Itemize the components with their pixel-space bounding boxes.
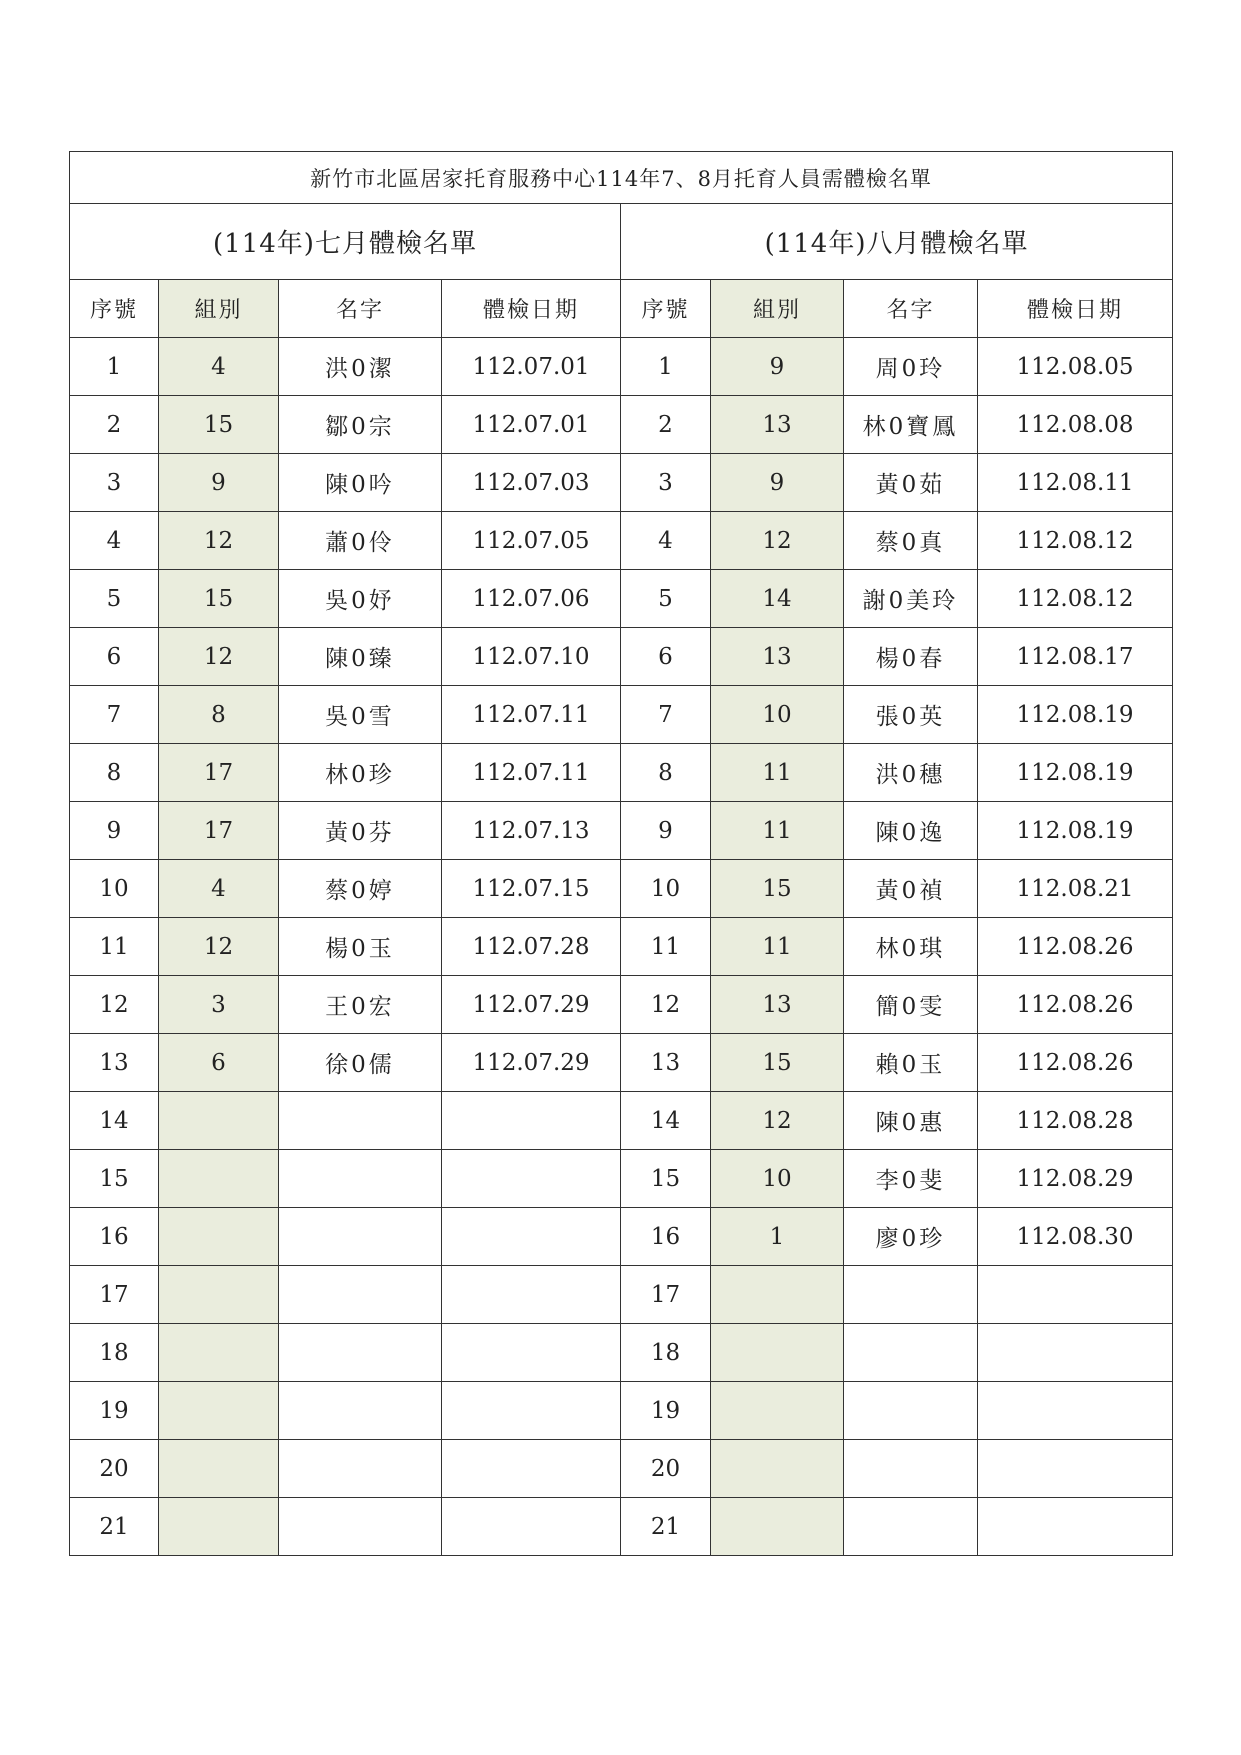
- august-section-heading: (114年)八月體檢名單: [621, 204, 1173, 280]
- august-date-cell: [978, 1440, 1173, 1498]
- august-name-cell: 陳0惠: [844, 1092, 978, 1150]
- july-date-cell: [442, 1092, 621, 1150]
- august-date-cell: 112.08.19: [978, 686, 1173, 744]
- august-group-cell: 13: [711, 628, 844, 686]
- august-number-cell: 13: [621, 1034, 711, 1092]
- july-number-cell: 17: [70, 1266, 159, 1324]
- july-date-cell: 112.07.29: [442, 1034, 621, 1092]
- document-title: 新竹市北區居家托育服務中心114年7、8月托育人員需體檢名單: [70, 152, 1173, 204]
- table-row: [70, 1324, 1173, 1382]
- july-name-cell: 洪0潔: [279, 338, 442, 396]
- july-date-cell: [442, 1208, 621, 1266]
- july-group-cell: 15: [159, 396, 279, 454]
- august-group-cell: 14: [711, 570, 844, 628]
- august-group-cell: 10: [711, 686, 844, 744]
- july-group-cell: [159, 1324, 279, 1382]
- july-name-cell: 吳0雪: [279, 686, 442, 744]
- august-number-cell: 6: [621, 628, 711, 686]
- august-group-cell: [711, 1382, 844, 1440]
- august-group-cell: 11: [711, 918, 844, 976]
- july-name-cell: [279, 1092, 442, 1150]
- july-group-cell: 4: [159, 338, 279, 396]
- table-row: [70, 512, 1173, 570]
- july-name-cell: [279, 1440, 442, 1498]
- july-date-cell: 112.07.03: [442, 454, 621, 512]
- august-group-cell: 15: [711, 860, 844, 918]
- july-number-cell: 9: [70, 802, 159, 860]
- august-date-cell: [978, 1324, 1173, 1382]
- august-col-date: 體檢日期: [978, 280, 1173, 338]
- july-group-cell: [159, 1498, 279, 1556]
- july-group-cell: 15: [159, 570, 279, 628]
- july-date-cell: 112.07.11: [442, 686, 621, 744]
- table-row: [70, 1440, 1173, 1498]
- august-group-cell: [711, 1324, 844, 1382]
- august-date-cell: 112.08.26: [978, 918, 1173, 976]
- july-name-cell: [279, 1498, 442, 1556]
- august-group-cell: 9: [711, 454, 844, 512]
- table-row: [70, 744, 1173, 802]
- august-date-cell: 112.08.30: [978, 1208, 1173, 1266]
- table-row: [70, 802, 1173, 860]
- august-number-cell: 17: [621, 1266, 711, 1324]
- july-group-cell: [159, 1382, 279, 1440]
- july-number-cell: 4: [70, 512, 159, 570]
- august-number-cell: 8: [621, 744, 711, 802]
- july-group-cell: 12: [159, 628, 279, 686]
- july-name-cell: 林0珍: [279, 744, 442, 802]
- july-group-cell: 9: [159, 454, 279, 512]
- july-number-cell: 5: [70, 570, 159, 628]
- august-name-cell: 簡0雯: [844, 976, 978, 1034]
- august-number-cell: 5: [621, 570, 711, 628]
- august-date-cell: 112.08.21: [978, 860, 1173, 918]
- table-row: [70, 396, 1173, 454]
- august-name-cell: [844, 1324, 978, 1382]
- july-number-cell: 15: [70, 1150, 159, 1208]
- august-number-cell: 18: [621, 1324, 711, 1382]
- august-name-cell: [844, 1440, 978, 1498]
- july-group-cell: 3: [159, 976, 279, 1034]
- july-group-cell: 12: [159, 512, 279, 570]
- august-group-cell: 11: [711, 802, 844, 860]
- july-name-cell: [279, 1324, 442, 1382]
- july-name-cell: 蕭0伶: [279, 512, 442, 570]
- july-name-cell: 吳0妤: [279, 570, 442, 628]
- august-col-name: 名字: [844, 280, 978, 338]
- august-number-cell: 20: [621, 1440, 711, 1498]
- august-date-cell: 112.08.08: [978, 396, 1173, 454]
- july-col-date: 體檢日期: [442, 280, 621, 338]
- august-number-cell: 12: [621, 976, 711, 1034]
- july-col-number: 序號: [70, 280, 159, 338]
- july-number-cell: 21: [70, 1498, 159, 1556]
- august-name-cell: 楊0春: [844, 628, 978, 686]
- july-section-heading: (114年)七月體檢名單: [70, 204, 621, 280]
- august-number-cell: 21: [621, 1498, 711, 1556]
- july-name-cell: 陳0臻: [279, 628, 442, 686]
- july-number-cell: 11: [70, 918, 159, 976]
- august-group-cell: 12: [711, 1092, 844, 1150]
- august-number-cell: 16: [621, 1208, 711, 1266]
- august-col-group: 組別: [711, 280, 844, 338]
- august-name-cell: 賴0玉: [844, 1034, 978, 1092]
- august-number-cell: 15: [621, 1150, 711, 1208]
- july-name-cell: [279, 1208, 442, 1266]
- table-row: [70, 338, 1173, 396]
- july-number-cell: 6: [70, 628, 159, 686]
- table-row: [70, 1150, 1173, 1208]
- august-number-cell: 19: [621, 1382, 711, 1440]
- july-date-cell: 112.07.28: [442, 918, 621, 976]
- table-row: [70, 1382, 1173, 1440]
- august-name-cell: 洪0穗: [844, 744, 978, 802]
- august-group-cell: 15: [711, 1034, 844, 1092]
- july-date-cell: 112.07.01: [442, 338, 621, 396]
- july-name-cell: [279, 1382, 442, 1440]
- august-date-cell: 112.08.28: [978, 1092, 1173, 1150]
- july-group-cell: [159, 1208, 279, 1266]
- july-number-cell: 16: [70, 1208, 159, 1266]
- august-date-cell: 112.08.26: [978, 1034, 1173, 1092]
- july-group-cell: [159, 1440, 279, 1498]
- august-name-cell: 謝0美玲: [844, 570, 978, 628]
- july-group-cell: 17: [159, 744, 279, 802]
- august-group-cell: [711, 1266, 844, 1324]
- july-name-cell: 鄒0宗: [279, 396, 442, 454]
- august-name-cell: 張0英: [844, 686, 978, 744]
- july-date-cell: [442, 1266, 621, 1324]
- august-name-cell: 黃0禎: [844, 860, 978, 918]
- july-date-cell: 112.07.01: [442, 396, 621, 454]
- july-date-cell: 112.07.13: [442, 802, 621, 860]
- table-row: [70, 686, 1173, 744]
- july-number-cell: 14: [70, 1092, 159, 1150]
- table-row: [70, 1498, 1173, 1556]
- july-group-cell: 8: [159, 686, 279, 744]
- august-date-cell: 112.08.26: [978, 976, 1173, 1034]
- august-date-cell: [978, 1498, 1173, 1556]
- august-date-cell: [978, 1382, 1173, 1440]
- july-group-cell: 17: [159, 802, 279, 860]
- august-group-cell: [711, 1440, 844, 1498]
- july-group-cell: [159, 1092, 279, 1150]
- july-date-cell: [442, 1498, 621, 1556]
- august-date-cell: [978, 1266, 1173, 1324]
- title-row: [70, 152, 1173, 204]
- july-name-cell: [279, 1266, 442, 1324]
- table-row: [70, 1208, 1173, 1266]
- july-date-cell: 112.07.29: [442, 976, 621, 1034]
- august-number-cell: 2: [621, 396, 711, 454]
- august-name-cell: 廖0珍: [844, 1208, 978, 1266]
- august-group-cell: [711, 1498, 844, 1556]
- july-date-cell: 112.07.15: [442, 860, 621, 918]
- august-name-cell: 林0琪: [844, 918, 978, 976]
- august-group-cell: 13: [711, 976, 844, 1034]
- table-row: [70, 454, 1173, 512]
- august-number-cell: 9: [621, 802, 711, 860]
- august-date-cell: 112.08.29: [978, 1150, 1173, 1208]
- august-date-cell: 112.08.17: [978, 628, 1173, 686]
- july-name-cell: 黃0芬: [279, 802, 442, 860]
- table-row: [70, 860, 1173, 918]
- july-col-name: 名字: [279, 280, 442, 338]
- july-name-cell: 徐0儒: [279, 1034, 442, 1092]
- august-date-cell: 112.08.12: [978, 512, 1173, 570]
- july-number-cell: 7: [70, 686, 159, 744]
- checkup-list-table: [69, 151, 1173, 1556]
- section-heading-row: [70, 204, 1173, 280]
- july-number-cell: 19: [70, 1382, 159, 1440]
- table-row: [70, 1092, 1173, 1150]
- august-number-cell: 4: [621, 512, 711, 570]
- august-name-cell: 李0斐: [844, 1150, 978, 1208]
- august-number-cell: 7: [621, 686, 711, 744]
- july-number-cell: 8: [70, 744, 159, 802]
- july-date-cell: 112.07.05: [442, 512, 621, 570]
- july-name-cell: 陳0吟: [279, 454, 442, 512]
- august-date-cell: 112.08.05: [978, 338, 1173, 396]
- table-row: [70, 976, 1173, 1034]
- august-number-cell: 14: [621, 1092, 711, 1150]
- july-number-cell: 1: [70, 338, 159, 396]
- july-date-cell: [442, 1382, 621, 1440]
- august-name-cell: 周0玲: [844, 338, 978, 396]
- august-name-cell: 蔡0真: [844, 512, 978, 570]
- july-name-cell: 王0宏: [279, 976, 442, 1034]
- july-number-cell: 10: [70, 860, 159, 918]
- august-number-cell: 10: [621, 860, 711, 918]
- july-name-cell: [279, 1150, 442, 1208]
- august-group-cell: 13: [711, 396, 844, 454]
- table-row: [70, 628, 1173, 686]
- july-date-cell: 112.07.11: [442, 744, 621, 802]
- august-name-cell: [844, 1382, 978, 1440]
- july-date-cell: 112.07.10: [442, 628, 621, 686]
- august-name-cell: 黃0茹: [844, 454, 978, 512]
- july-group-cell: 4: [159, 860, 279, 918]
- august-date-cell: 112.08.19: [978, 744, 1173, 802]
- august-number-cell: 3: [621, 454, 711, 512]
- july-name-cell: 楊0玉: [279, 918, 442, 976]
- august-date-cell: 112.08.11: [978, 454, 1173, 512]
- august-group-cell: 11: [711, 744, 844, 802]
- july-name-cell: 蔡0婷: [279, 860, 442, 918]
- july-group-cell: [159, 1150, 279, 1208]
- july-date-cell: 112.07.06: [442, 570, 621, 628]
- july-group-cell: [159, 1266, 279, 1324]
- august-name-cell: [844, 1498, 978, 1556]
- july-number-cell: 20: [70, 1440, 159, 1498]
- july-group-cell: 12: [159, 918, 279, 976]
- august-date-cell: 112.08.19: [978, 802, 1173, 860]
- july-date-cell: [442, 1150, 621, 1208]
- august-group-cell: 12: [711, 512, 844, 570]
- august-group-cell: 10: [711, 1150, 844, 1208]
- july-date-cell: [442, 1440, 621, 1498]
- july-number-cell: 12: [70, 976, 159, 1034]
- august-name-cell: 陳0逸: [844, 802, 978, 860]
- august-name-cell: 林0寶鳳: [844, 396, 978, 454]
- august-group-cell: 1: [711, 1208, 844, 1266]
- august-number-cell: 1: [621, 338, 711, 396]
- table-row: [70, 1034, 1173, 1092]
- july-number-cell: 2: [70, 396, 159, 454]
- august-col-number: 序號: [621, 280, 711, 338]
- column-header-row: [70, 280, 1173, 338]
- august-group-cell: 9: [711, 338, 844, 396]
- table-row: [70, 918, 1173, 976]
- august-number-cell: 11: [621, 918, 711, 976]
- july-date-cell: [442, 1324, 621, 1382]
- table-row: [70, 1266, 1173, 1324]
- july-number-cell: 3: [70, 454, 159, 512]
- table-row: [70, 570, 1173, 628]
- august-date-cell: 112.08.12: [978, 570, 1173, 628]
- july-number-cell: 13: [70, 1034, 159, 1092]
- july-group-cell: 6: [159, 1034, 279, 1092]
- july-number-cell: 18: [70, 1324, 159, 1382]
- august-name-cell: [844, 1266, 978, 1324]
- july-col-group: 組別: [159, 280, 279, 338]
